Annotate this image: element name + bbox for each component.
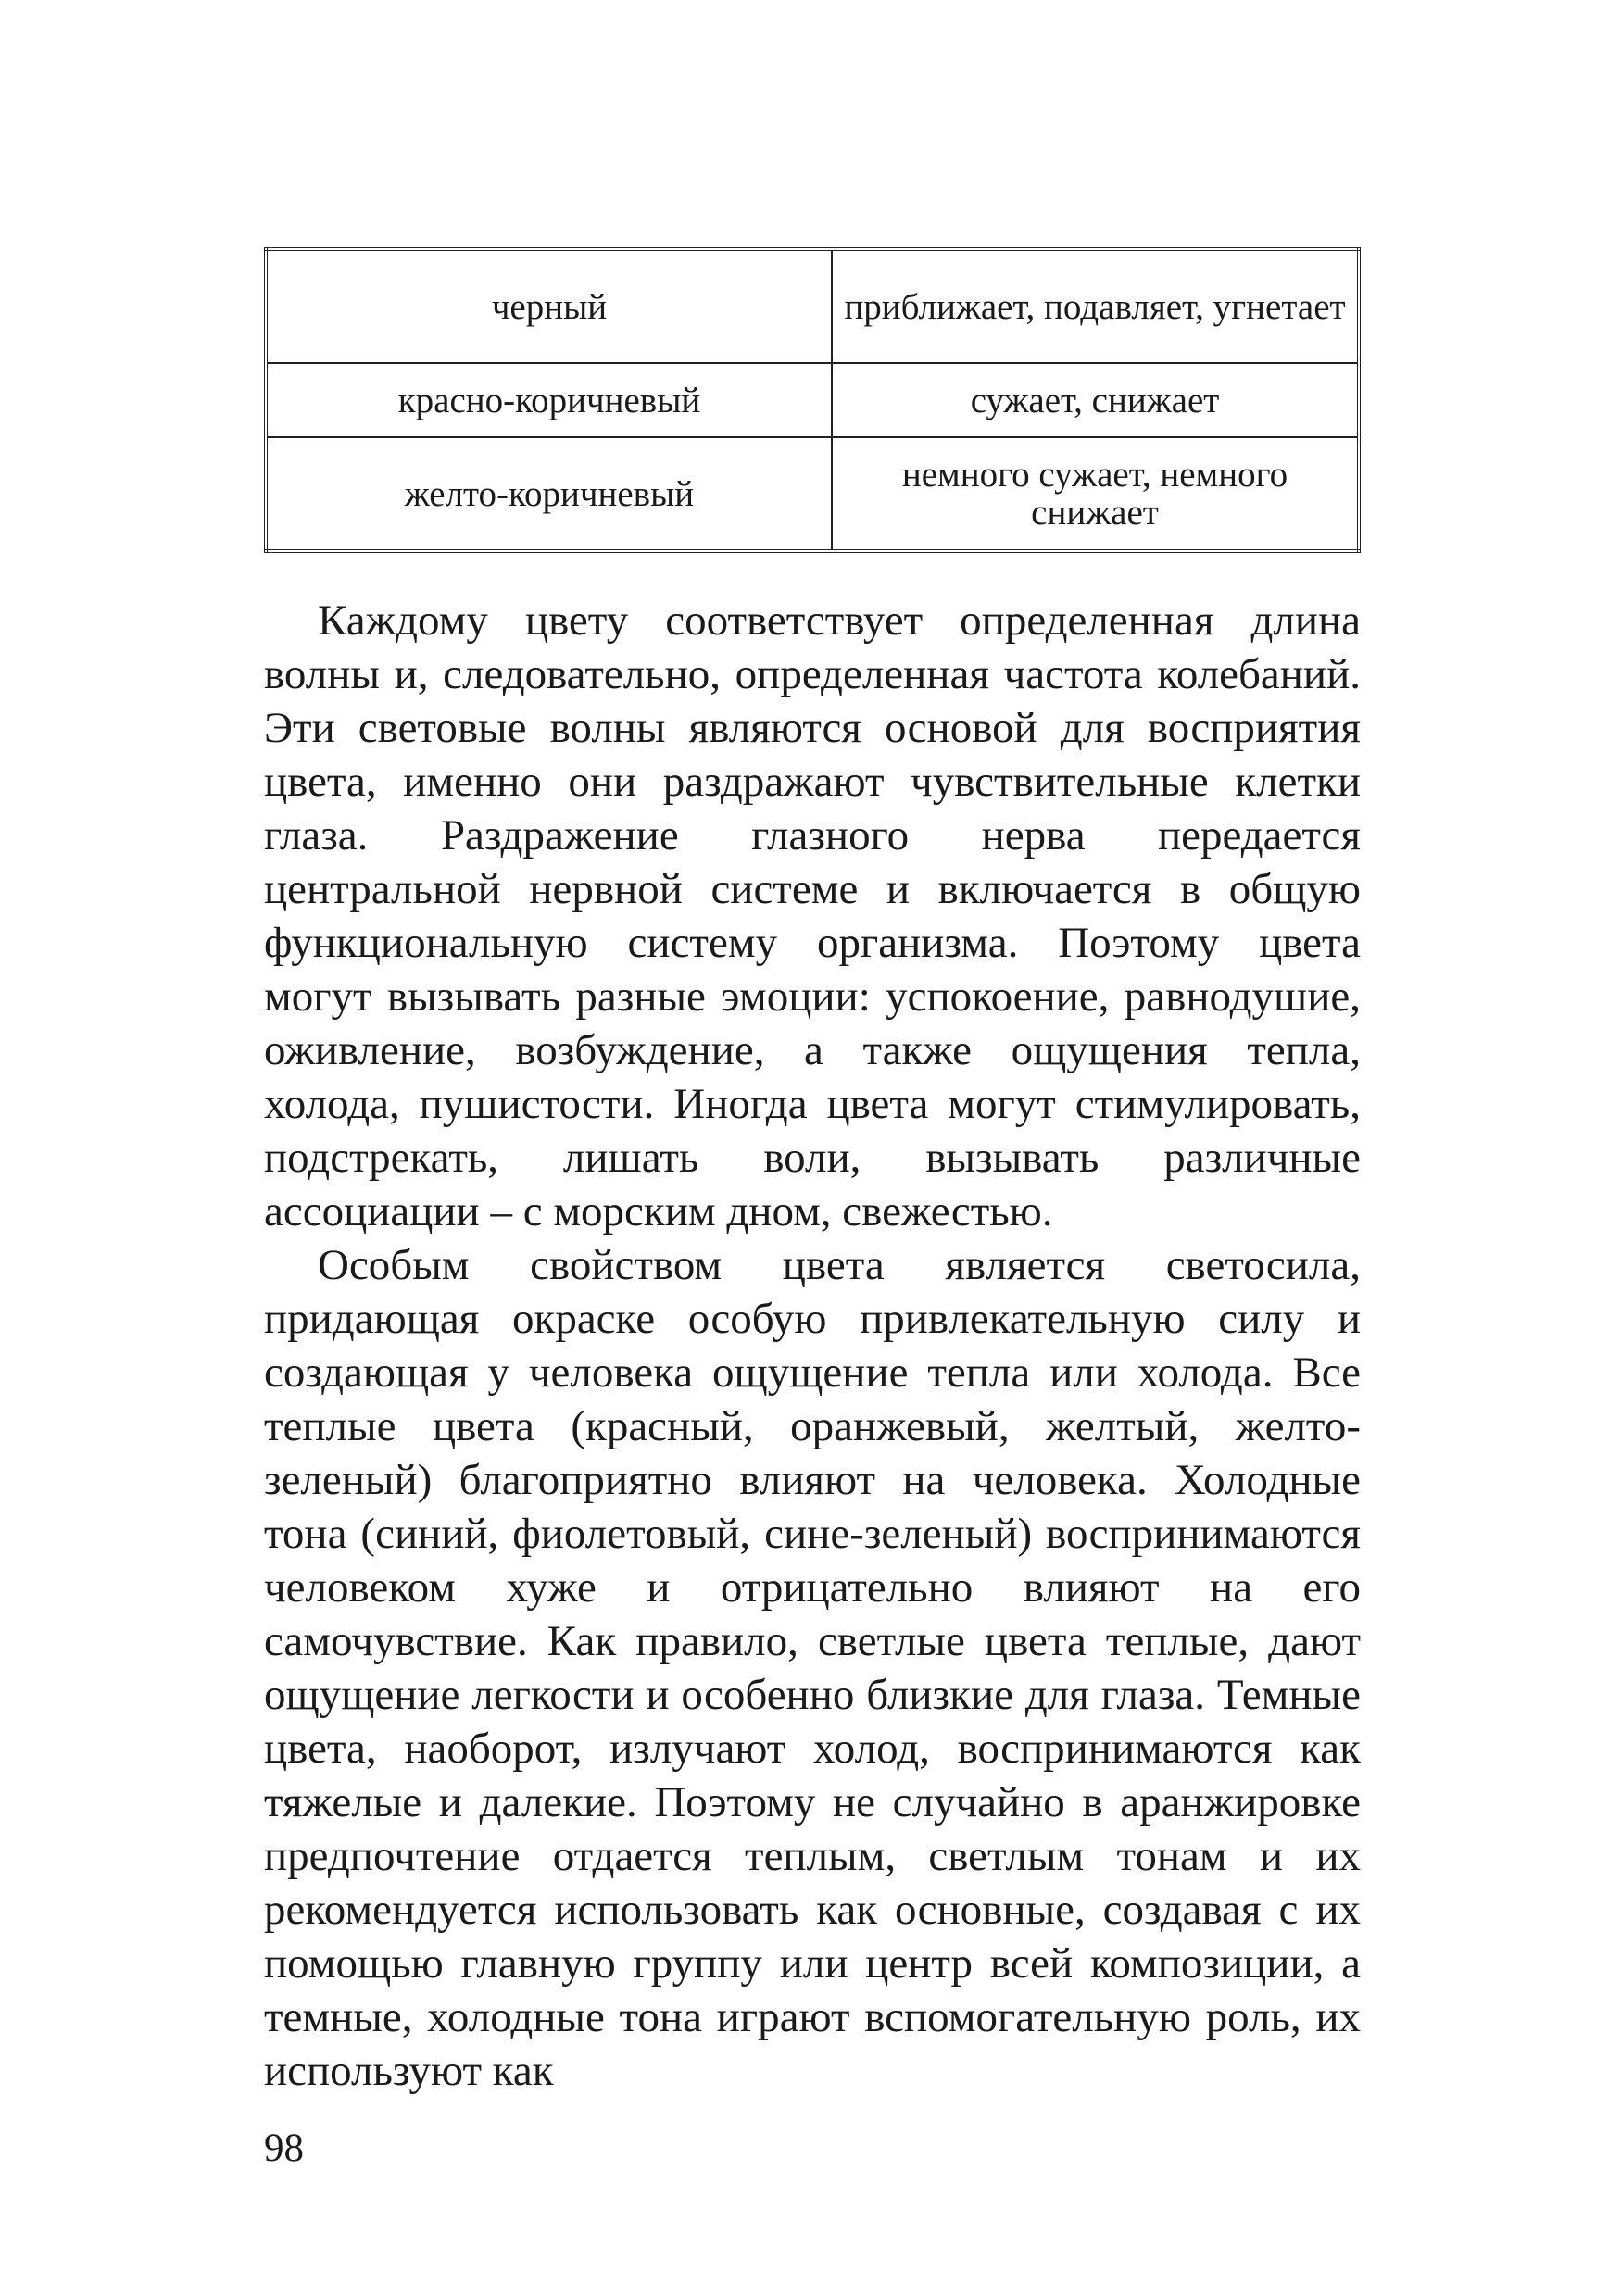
table-cell-color: черный [266, 249, 832, 363]
paragraph: Особым свойством цвета является светосила, придающая окраске особую привлекательную силу и создающая у человека ощущение тепла или холода. Все теплые цвета (красный, оранжевый, желтый, желто-зеленый) благоприятно влияют на человека. Холодные тона (синий, фиолетовый, сине-зеленый) воспринимаются человеком хуже и отрицательно влияют на его самочувствие. Как правило, светлые цвета теплые, дают ощущение легкости и особенно близкие для глаза. Темные цвета, наоборот, излучают холод, воспринимаются как тяжелые и далекие. Поэтому не случайно в аранжировке предпочтение отдается теплым, светлым тонам и их рекомендуется использовать как основные, создавая с их помощью главную группу или центр всей композиции, а темные, холодные тона играют вспомогательную роль, их используют как [264, 1241, 1361, 2095]
body-text [264, 594, 1361, 2098]
table-cell-color: желто-коричневый [266, 437, 832, 551]
table-row [266, 437, 1359, 551]
table-row [266, 249, 1359, 363]
table-cell-color: красно-коричневый [266, 363, 832, 437]
paragraph: Каждому цвету соответствует определенная длина волны и, следовательно, определенная частота колебаний. Эти световые волны являются основой для восприятия цвета, именно они раздражают чувствительные клетки глаза. Раздражение глазного нерва передается центральной нервной системе и включается в общую функциональную систему организма. Поэтому цвета могут вызывать разные эмоции: успокоение, равнодушие, оживление, возбуждение, а также ощущения тепла, холода, пушистости. Иногда цвета могут стимулировать, подстрекать, лишать воли, вызывать различные ассоциации – с морским дном, свежестью. [264, 596, 1361, 1236]
table-row [266, 363, 1359, 437]
color-effect-table [264, 247, 1361, 553]
table-cell-effect: немного сужает, немного снижает [832, 437, 1359, 551]
page-number: 98 [264, 2127, 304, 2170]
table-cell-effect: приближает, подавляет, угнетает [832, 249, 1359, 363]
table-cell-effect: сужает, снижает [832, 363, 1359, 437]
